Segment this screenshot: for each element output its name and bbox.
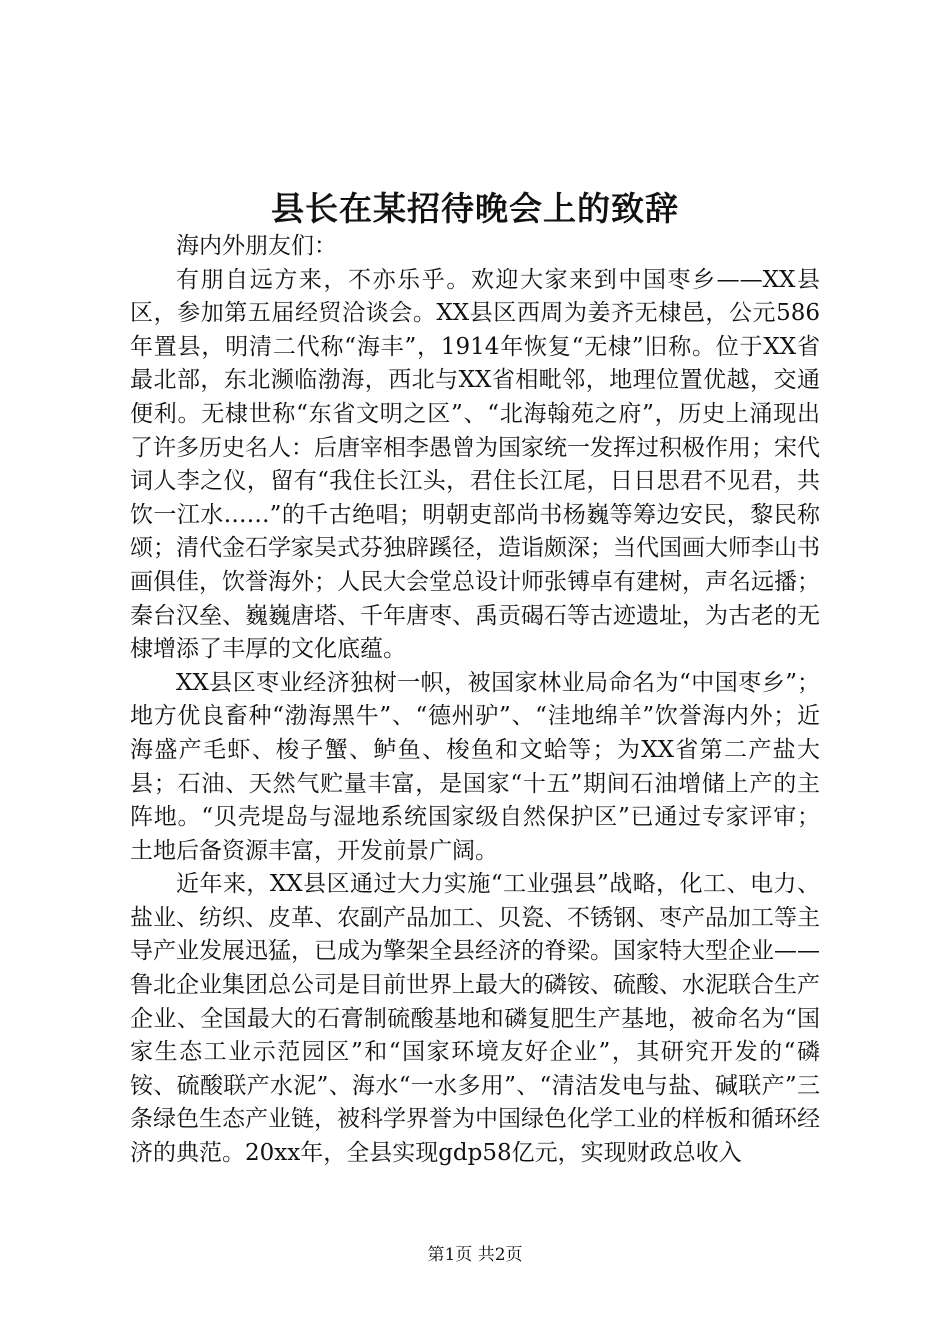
salutation: 海内外朋友们： (176, 233, 337, 259)
paragraph-industry: 近年来，XX县区通过大力实施“工业强县”战略，化工、电力、盐业、纺织、皮革、农副产品加工、贝瓷、不锈钢、枣产品加工等主导产业发展迅猛，已成为擎架全县经济的脊梁。国家特大型企业——鲁北企业集团总公司是目前世界上最大的磷铵、硫酸、水泥联合生产企业、全国最大的石膏制硫酸基地和磷复肥生产基地，被命名为“国家生态工业示范园区”和“国家环境友好企业”，其研究开发的“磷铵、硫酸联产水泥”、海水“一水多用”、“清洁发电与盐、碱联产”三条绿色生态产业链，被科学界誉为中国绿色化学工业的样板和循环经济的典范。20xx年，全县实现gdp58亿元，实现财政总收入 (130, 871, 820, 1167)
paragraph-history: 有朋自远方来，不亦乐乎。欢迎大家来到中国枣乡——XX县区，参加第五届经贸洽谈会。XX县区西周为姜齐无棣邑，公元586年置县，明清二代称“海丰”，1914年恢复“无棣”旧称。位于XX省最北部，东北濒临渤海，西北与XX省相毗邻，地理位置优越，交通便利。无棣世称“东省文明之区”、“北海翰苑之府”，历史上涌现出了许多历史名人：后唐宰相李愚曾为国家统一发挥过积极作用；宋代词人李之仪，留有“我住长江头，君住长江尾，日日思君不见君，共饮一江水……”的千古绝唱；明朝吏部尚书杨巍等筹边安民，黎民称颂；清代金石学家吴式芬独辟蹊径，造诣颇深；当代国画大师李山书画俱佳，饮誉海外；人民大会堂总设计师张镈卓有建树，声名远播；秦台汉垒、巍巍唐塔、千年唐枣、禹贡碣石等古迹遗址，为古老的无棣增添了丰厚的文化底蕴。 (130, 266, 820, 663)
page-number-footer: 第1页 共2页 (427, 1245, 523, 1265)
document-title: 县长在某招待晚会上的致辞 (271, 189, 679, 228)
paragraph-resources: XX县区枣业经济独树一帜，被国家林业局命名为“中国枣乡”；地方优良畜种“渤海黑牛”、“德州驴”、“洼地绵羊”饮誉海内外；近海盛产毛虾、梭子蟹、鲈鱼、梭鱼和文蛤等；为XX省第二产盐大县；石油、天然气贮量丰富，是国家“十五”期间石油增储上产的主阵地。“贝壳堤岛与湿地系统国家级自然保护区”已通过专家评审；土地后备资源丰富，开发前景广阔。 (130, 669, 820, 864)
document-body (130, 230, 820, 1171)
